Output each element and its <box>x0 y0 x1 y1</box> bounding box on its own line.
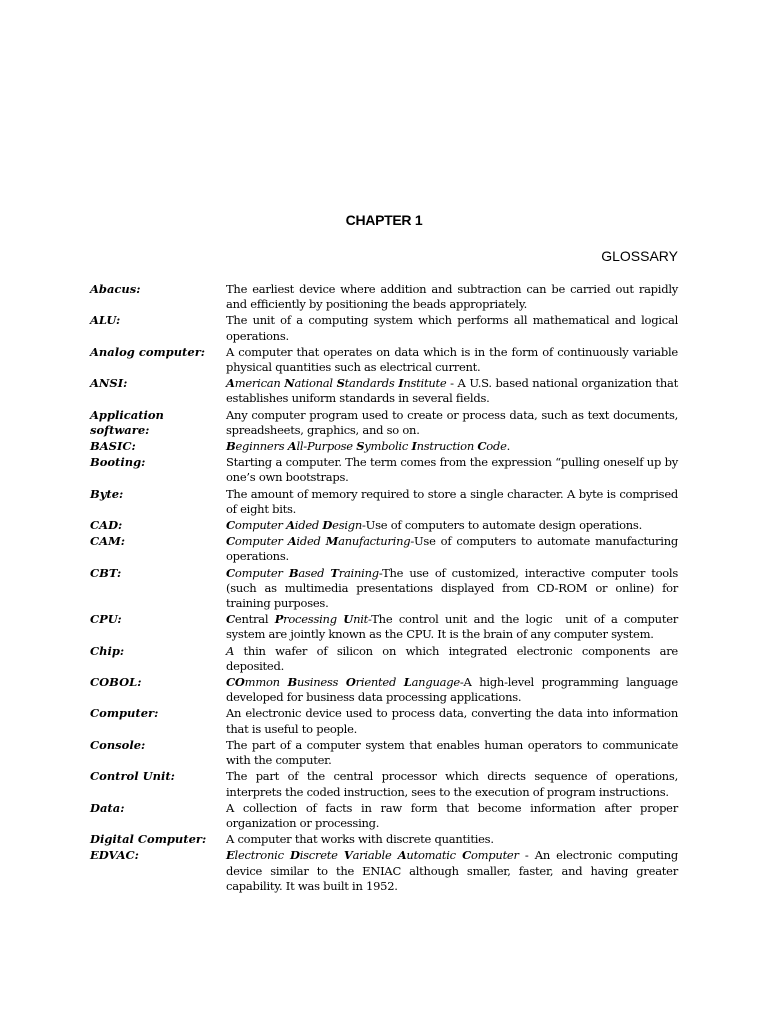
definition-segment: iscrete <box>299 848 344 863</box>
glossary-entry <box>90 282 682 312</box>
definition-segment: C <box>477 439 487 454</box>
definition-segment: esign <box>332 518 363 533</box>
definition-segment: U <box>343 612 354 627</box>
glossary-term: BASIC: <box>90 439 136 454</box>
glossary-entry <box>90 848 682 894</box>
definition-segment: ased <box>298 565 331 580</box>
definition-text: The unit of a computing system which performs all mathematical and logical operations. <box>226 313 682 343</box>
glossary-term: Analog computer: <box>90 344 205 359</box>
definition-segment: L <box>403 675 412 690</box>
definition-segment: V <box>343 848 353 863</box>
definition-segment: ided <box>294 518 323 533</box>
glossary-term: ANSI: <box>90 376 128 391</box>
glossary-definition <box>226 534 682 564</box>
glossary-term: Abacus: <box>90 282 141 296</box>
glossary-definition <box>226 282 682 312</box>
definition-segment: B <box>287 675 297 690</box>
glossary-entry <box>90 344 682 375</box>
glossary-definition <box>226 313 682 343</box>
definition-text: thin wafer of silicon on which integrated electronic components are deposited. <box>226 643 682 673</box>
glossary-definition <box>226 832 678 847</box>
definition-segment: ode <box>486 439 507 454</box>
glossary-term: Booting: <box>90 455 146 470</box>
definition-segment: ational <box>294 376 337 391</box>
definition-segment: O <box>345 675 356 690</box>
definition-segment: C <box>226 565 235 580</box>
glossary-term: Console: <box>90 737 146 752</box>
glossary-definition <box>226 612 682 642</box>
definition-segment: rocessing <box>283 612 344 627</box>
glossary-definition <box>226 848 682 894</box>
glossary-term: Application software: <box>90 407 164 437</box>
glossary-definition <box>226 706 682 736</box>
definition-text: -The control unit and the logic unit of a computer system are jointly known as the CPU. It is the brain of any computer system. <box>226 612 682 642</box>
glossary-entry <box>90 439 678 454</box>
glossary-term: CAD: <box>90 518 123 533</box>
definition-segment: anguage <box>411 675 460 690</box>
definition-segment: raining <box>338 565 379 580</box>
definition-segment: I <box>411 439 417 454</box>
definition-text: A computer that works with discrete quantities. <box>226 832 494 847</box>
definition-segment: A <box>287 534 297 549</box>
definition-segment: T <box>330 565 339 580</box>
definition-segment: A <box>226 643 235 658</box>
glossary-entry <box>90 612 682 642</box>
glossary-term: Data: <box>90 800 125 815</box>
definition-segment: N <box>284 376 295 391</box>
definition-segment: entral <box>234 612 275 627</box>
glossary-entry <box>90 313 682 343</box>
definition-segment: S <box>336 376 345 391</box>
glossary-entry <box>90 486 682 517</box>
definition-segment: ided <box>296 534 326 549</box>
glossary-entry <box>90 534 682 564</box>
glossary-entry <box>90 800 682 831</box>
definition-segment: nit <box>353 612 369 627</box>
glossary-definition <box>226 486 682 517</box>
glossary-entry <box>90 455 682 485</box>
glossary-definition <box>226 643 682 674</box>
glossary-term: Digital Computer: <box>90 832 207 847</box>
glossary-entry <box>90 769 682 799</box>
glossary-entry <box>90 643 682 674</box>
glossary-definition <box>226 455 682 485</box>
definition-segment: P <box>274 612 284 627</box>
glossary-definition <box>226 376 682 406</box>
glossary-term: EDVAC: <box>90 848 139 863</box>
definition-text: Starting a computer. The term comes from the expression “pulling oneself up by one’s own bootstraps. <box>226 455 682 485</box>
glossary-definition <box>226 407 682 438</box>
definition-segment: omputer <box>234 565 289 580</box>
glossary-entry <box>90 565 682 612</box>
definition-segment: A <box>286 518 295 533</box>
definition-segment: E <box>226 848 235 863</box>
definition-text: . <box>506 439 511 454</box>
definition-segment: tandards <box>344 376 399 391</box>
definition-segment: riented <box>355 675 404 690</box>
definition-text: A collection of facts in raw form that become information after proper organization or processing. <box>226 800 682 830</box>
definition-segment: S <box>356 439 365 454</box>
glossary-term: CBT: <box>90 565 122 580</box>
definition-segment: lectronic <box>234 848 290 863</box>
definition-segment: A <box>287 439 297 454</box>
glossary-list <box>90 282 682 895</box>
definition-segment: I <box>398 376 404 391</box>
definition-text: The earliest device where addition and subtraction can be carried out rapidly and efficiently by positioning the beads appropriately. <box>226 282 682 312</box>
definition-segment: ariable <box>352 848 398 863</box>
section-heading: GLOSSARY <box>601 248 678 264</box>
definition-segment: mmon <box>244 675 288 690</box>
definition-text: The amount of memory required to store a single character. A byte is comprised of eight bits. <box>226 486 682 516</box>
definition-segment: C <box>226 518 235 533</box>
definition-segment: A <box>397 848 407 863</box>
glossary-term: Chip: <box>90 643 125 658</box>
glossary-definition <box>226 769 682 799</box>
definition-text: - A U.S. based national organization that establishes uniform standards in several fields. <box>226 376 682 406</box>
glossary-entry <box>90 832 678 847</box>
definition-segment: B <box>226 439 236 454</box>
definition-segment: usiness <box>296 675 346 690</box>
definition-text: -A high-level programming language developed for business data processing applications. <box>226 675 682 705</box>
definition-text: Any computer program used to create or process data, such as text documents, spreadsheets, graphics, and so on. <box>226 407 682 437</box>
definition-segment: M <box>325 534 339 549</box>
definition-segment: C <box>226 612 235 627</box>
glossary-entry <box>90 518 678 533</box>
definition-segment: nstitute <box>403 376 447 391</box>
definition-text: -The use of customized, interactive computer tools (such as multimedia presentations displayed from CD-ROM or online) for training purposes. <box>226 565 682 611</box>
definition-text: The part of the central processor which directs sequence of operations, interprets the coded instruction, sees to the execution of program instructions. <box>226 769 682 799</box>
definition-segment: omputer <box>234 534 288 549</box>
glossary-term: Byte: <box>90 486 124 501</box>
glossary-term: ALU: <box>90 313 121 328</box>
definition-segment: utomatic <box>406 848 463 863</box>
glossary-definition <box>226 565 682 612</box>
definition-segment: A <box>226 376 235 391</box>
definition-segment: C <box>462 848 471 863</box>
definition-text: The part of a computer system that enables human operators to communicate with the computer. <box>226 737 682 768</box>
definition-segment: nstruction <box>416 439 478 454</box>
glossary-term: COBOL: <box>90 675 142 690</box>
definition-text: -Use of computers to automate manufacturing operations. <box>226 534 682 564</box>
definition-segment: omputer <box>470 848 519 863</box>
glossary-term: CAM: <box>90 534 126 549</box>
definition-segment: omputer <box>234 518 287 533</box>
glossary-definition <box>226 344 682 375</box>
glossary-entry <box>90 706 682 736</box>
definition-text: An electronic device used to process data, converting the data into information that is useful to people. <box>226 706 682 736</box>
glossary-definition <box>226 518 678 533</box>
definition-segment: D <box>289 848 300 863</box>
definition-segment: B <box>288 565 299 580</box>
definition-text: A computer that operates on data which is in the form of continuously variable physical quantities such as electrical current. <box>226 344 682 375</box>
definition-segment: CO <box>226 675 245 690</box>
glossary-definition <box>226 737 682 768</box>
glossary-definition <box>226 800 682 831</box>
definition-segment: merican <box>234 376 285 391</box>
glossary-term: Computer: <box>90 706 159 721</box>
glossary-term: Control Unit: <box>90 769 175 784</box>
glossary-term: CPU: <box>90 612 122 627</box>
glossary-entry <box>90 737 682 768</box>
glossary-definition <box>226 439 678 454</box>
glossary-definition <box>226 675 682 705</box>
definition-segment: ll-Purpose <box>296 439 357 454</box>
chapter-heading: CHAPTER 1 <box>345 212 423 228</box>
definition-segment: D <box>322 518 333 533</box>
glossary-entry <box>90 407 682 438</box>
definition-segment: ymbolic <box>364 439 412 454</box>
definition-segment: eginners <box>235 439 288 454</box>
definition-text: - An electronic computing device similar to the ENIAC although smaller, faster, and having greater capability. It was built in 1952. <box>226 848 682 893</box>
glossary-entry <box>90 376 682 406</box>
glossary-entry <box>90 675 682 705</box>
definition-segment: C <box>226 534 235 549</box>
definition-segment: anufacturing <box>338 534 411 549</box>
definition-text: -Use of computers to automate design operations. <box>362 518 642 533</box>
